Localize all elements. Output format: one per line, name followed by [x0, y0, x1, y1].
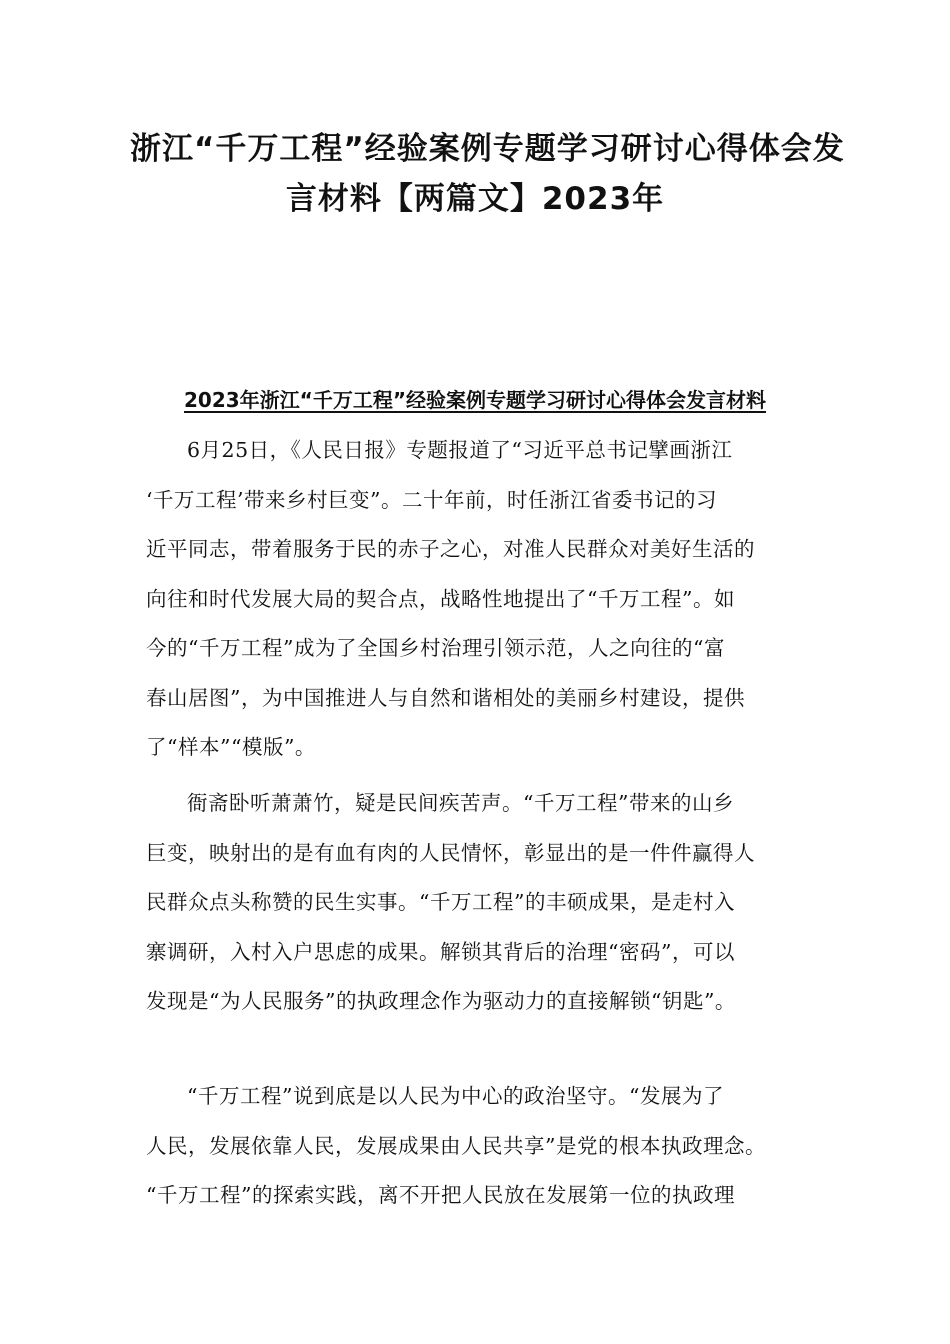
document-title: [130, 124, 845, 224]
paragraph-1: [146, 426, 811, 773]
paragraph-3: [146, 1072, 811, 1221]
text-line: 今的“千万工程”成为了全国乡村治理引领示范，人之向往的“富: [146, 636, 725, 660]
text-line: 衙斋卧听萧萧竹，疑是民间疾苦声。“千万工程”带来的山乡: [187, 791, 734, 815]
text-line: 了“样本”“模版”。: [146, 735, 316, 759]
text-line: 寨调研，入村入户思虑的成果。解锁其背后的治理“密码”，可以: [146, 939, 735, 964]
text-line: “千万工程”说到底是以人民为中心的政治坚守。“发展为了: [187, 1084, 724, 1108]
text-line: “千万工程”的探索实践，离不开把人民放在发展第一位的执政理: [146, 1183, 735, 1207]
text-line: 向往和时代发展大局的契合点，战略性地提出了“千万工程”。如: [146, 586, 735, 611]
text-line: 民群众点头称赞的民生实事。“千万工程”的丰硕成果，是走村入: [146, 890, 735, 914]
text-line: 巨变，映射出的是有血有肉的人民情怀，彰显出的是一件件赢得人: [146, 840, 755, 865]
text-line: 近平同志，带着服务于民的赤子之心，对准人民群众对美好生活的: [146, 537, 755, 561]
text-line: 发现是“为人民服务”的执政理念作为驱动力的直接解锁“钥匙”。: [146, 989, 736, 1013]
text-line: 春山居图”，为中国推进人与自然和谐相处的美丽乡村建设，提供: [146, 685, 745, 710]
text-line: 6月25日，《人民日报》专题报道了“习近平总书记擘画浙江: [187, 438, 733, 462]
title-line: 言材料【两篇文】2023年: [285, 181, 665, 217]
title-line: 浙江“千万工程”经验案例专题学习研讨心得体会发: [130, 131, 845, 167]
text-line: ‘千万工程’带来乡村巨变”。二十年前，时任浙江省委书记的习: [146, 487, 718, 512]
text-line: 人民，发展依靠人民，发展成果由人民共享”是党的根本执政理念。: [146, 1133, 766, 1158]
paragraph-2: [146, 779, 811, 1027]
section-heading: 2023年浙江“千万工程”经验案例专题学习研讨心得体会发言材料: [184, 388, 766, 412]
